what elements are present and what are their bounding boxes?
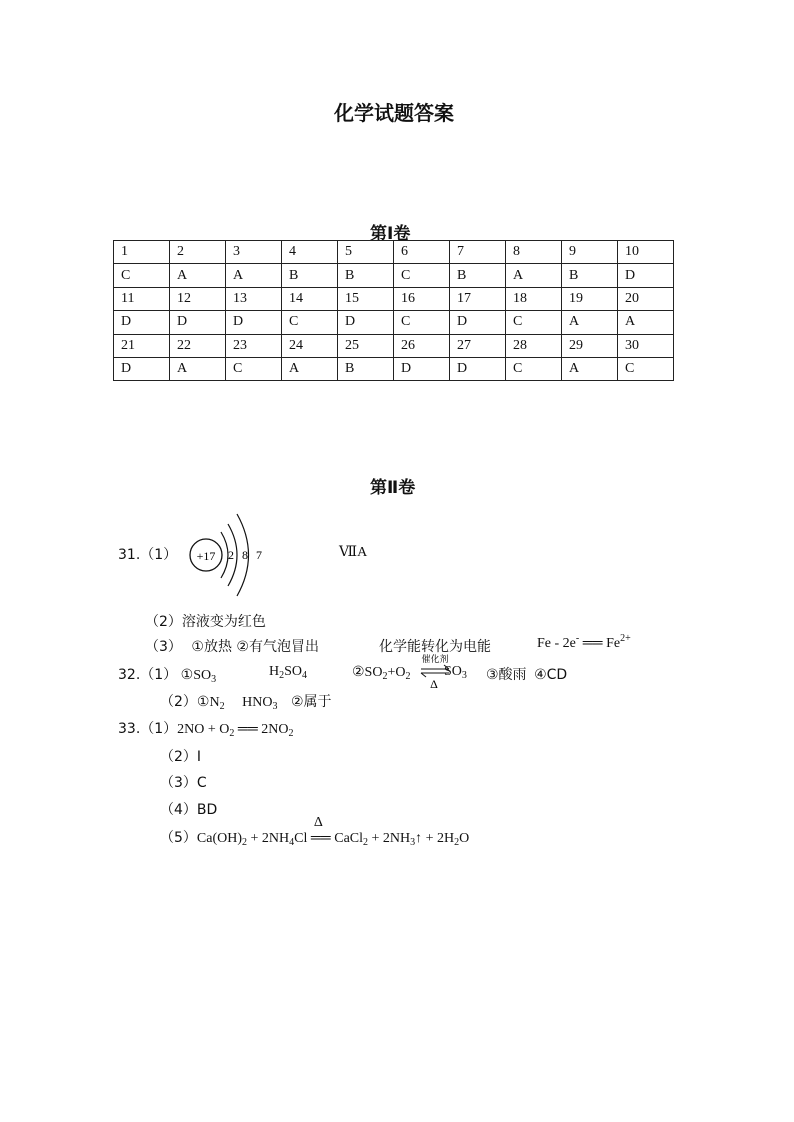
answer-cell: C <box>282 311 338 334</box>
answer-cell: D <box>394 357 450 380</box>
question-number-cell: 11 <box>114 287 170 310</box>
part1-heading: 第Ⅰ卷 <box>370 224 411 244</box>
answer-cell: B <box>450 264 506 287</box>
question-number-row <box>114 334 674 357</box>
answer-cell: D <box>450 311 506 334</box>
answer-cell: A <box>562 357 618 380</box>
question-number-row <box>114 287 674 310</box>
q33-part5: $(5)Ca(OH)_2 + 2NH_4Cl$ Δ ══ CaCl$_2$ + $2NH_3↑ + 2H_2O$ <box>160 815 470 848</box>
question-number-cell: 16 <box>394 287 450 310</box>
question-number-cell: 22 <box>170 334 226 357</box>
question-number-cell: 15 <box>338 287 394 310</box>
question-number-cell: 21 <box>114 334 170 357</box>
question-number-cell: 10 <box>618 241 674 264</box>
question-number-cell: 6 <box>394 241 450 264</box>
question-number-cell: 2 <box>170 241 226 264</box>
q32-acid: $H_2SO_4$ <box>269 664 308 681</box>
q33-part1: $33.(1)2NO + O_2$ ══ $2NO_2$ <box>118 721 294 739</box>
question-number-cell: 1 <box>114 241 170 264</box>
question-number-cell: 3 <box>226 241 282 264</box>
question-number-cell: 12 <box>170 287 226 310</box>
part2-heading: 第Ⅱ卷 <box>370 478 416 498</box>
q32-part2: $(2)①N_2$ $HNO_3$ ②属于 <box>160 694 332 712</box>
q31-group: ⅦA <box>339 545 368 560</box>
shell-2-electrons: 8 <box>242 548 248 562</box>
question-number-cell: 19 <box>562 287 618 310</box>
question-number-cell: 29 <box>562 334 618 357</box>
q33-part2: （2）I <box>160 749 202 765</box>
answer-cell: A <box>226 264 282 287</box>
answer-table <box>113 240 674 381</box>
answer-cell: C <box>506 311 562 334</box>
q32-reaction: $②SO_2+O_2$ <box>352 665 411 682</box>
question-number-cell: 25 <box>338 334 394 357</box>
question-number-cell: 24 <box>282 334 338 357</box>
answer-cell: C <box>506 357 562 380</box>
question-number-cell: 7 <box>450 241 506 264</box>
answer-cell: B <box>338 264 394 287</box>
answer-cell: C <box>226 357 282 380</box>
answer-cell: D <box>114 357 170 380</box>
shell-1-electrons: 2 <box>228 548 234 562</box>
answer-cell: A <box>170 264 226 287</box>
answer-cell: C <box>394 311 450 334</box>
question-number-row <box>114 241 674 264</box>
answer-row <box>114 357 674 380</box>
shell-3-electrons: 7 <box>256 548 262 562</box>
q31-part3-energy: 化学能转化为电能 <box>379 639 491 655</box>
catalyst-label: 催化剂 <box>421 655 449 665</box>
answer-cell: C <box>394 264 450 287</box>
answer-cell: A <box>170 357 226 380</box>
heat-equals-sign: Δ ══ <box>310 815 331 846</box>
answer-cell: C <box>114 264 170 287</box>
answer-cell: D <box>170 311 226 334</box>
question-number-cell: 4 <box>282 241 338 264</box>
page-title: 化学试题答案 <box>334 101 454 125</box>
q32-acid-rain: ③酸雨 ④CD <box>486 667 568 683</box>
answer-cell: A <box>618 311 674 334</box>
answer-cell: D <box>226 311 282 334</box>
answer-row <box>114 311 674 334</box>
answer-cell: D <box>618 264 674 287</box>
heat-label: Δ <box>430 677 438 691</box>
answer-cell: A <box>506 264 562 287</box>
question-number-cell: 20 <box>618 287 674 310</box>
question-number-cell: 27 <box>450 334 506 357</box>
question-number-cell: 26 <box>394 334 450 357</box>
answer-cell: D <box>338 311 394 334</box>
q31-part2: （2）溶液变为红色 <box>145 614 266 630</box>
answer-cell: C <box>618 357 674 380</box>
question-number-cell: 9 <box>562 241 618 264</box>
question-number-cell: 5 <box>338 241 394 264</box>
q31-part3-equation: Fe - 2e- ══ $Fe^{2+}$ <box>537 633 631 651</box>
answer-row <box>114 264 674 287</box>
question-number-cell: 8 <box>506 241 562 264</box>
answer-cell: A <box>562 311 618 334</box>
question-number-cell: 23 <box>226 334 282 357</box>
q32-number: 32.（1） $①SO_3$ <box>118 667 217 685</box>
question-number-cell: 13 <box>226 287 282 310</box>
answer-cell: B <box>282 264 338 287</box>
nucleus-charge: +17 <box>196 549 216 563</box>
q32-product: $SO_3$ <box>444 664 467 681</box>
q33-part4: （4）BD <box>160 802 218 818</box>
question-number-cell: 28 <box>506 334 562 357</box>
chlorine-atom-structure-diagram <box>183 510 283 600</box>
answer-cell: B <box>338 357 394 380</box>
answer-cell: D <box>450 357 506 380</box>
question-number-cell: 14 <box>282 287 338 310</box>
answer-cell: B <box>562 264 618 287</box>
answer-cell: D <box>114 311 170 334</box>
question-number-cell: 18 <box>506 287 562 310</box>
question-number-cell: 30 <box>618 334 674 357</box>
q33-part3: （3）C <box>160 775 207 791</box>
q31-number: 31.（1） <box>118 547 178 563</box>
question-number-cell: 17 <box>450 287 506 310</box>
q31-part3: （3） ①放热 ②有气泡冒出 <box>145 639 319 655</box>
answer-cell: A <box>282 357 338 380</box>
